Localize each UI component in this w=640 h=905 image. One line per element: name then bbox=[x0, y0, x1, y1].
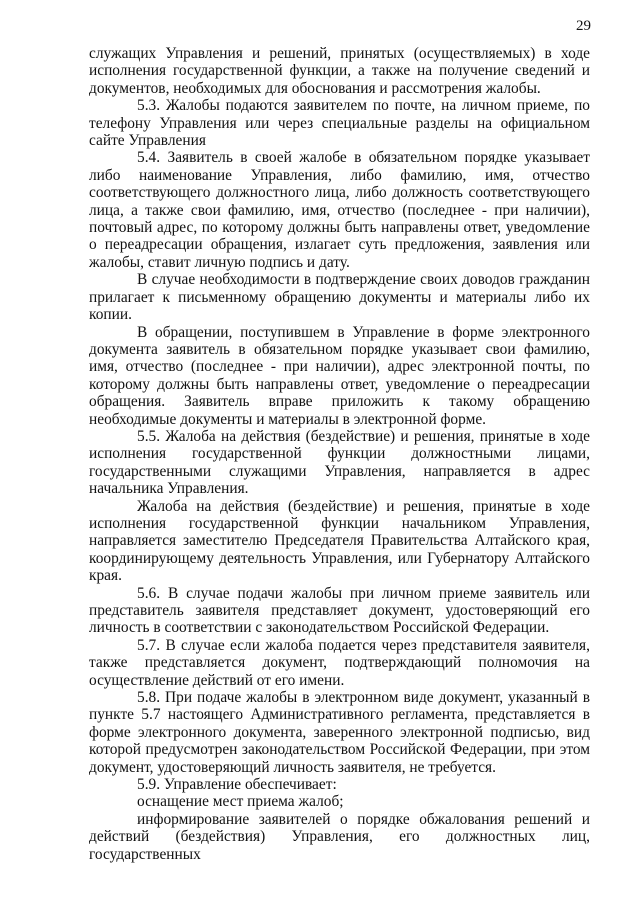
page-number: 29 bbox=[576, 18, 591, 34]
paragraph-5-7: 5.7. В случае если жалоба подается через представителя заявителя, также представляется документ, подтверждающий полномочия на осуществление действий от его имени. bbox=[89, 636, 590, 689]
paragraph-5-9: 5.9. Управление обеспечивает: bbox=[137, 776, 337, 794]
paragraph-electronic-appeal: В обращении, поступившем в Управление в форме электронного документа заявитель в обязательном порядке указывает свои фамилию, имя, отчество (последнее - при наличии), адрес электронной почты, по которому должны быть направлены ответ, уведомление о переадресации обращения. Заявитель вправе приложить к такому обращению необходимые документы и материалы в электронной форме. bbox=[89, 323, 590, 428]
paragraph-informing: информирование заявителей о порядке обжалования решений и действий (бездействия) Управления, его должностных лиц, государственных bbox=[89, 810, 590, 863]
paragraph-5-8: 5.8. При подаче жалобы в электронном виде документ, указанный в пункте 5.7 настоящего Административного регламента, представляется в форме электронного документа, заверенного электронной подписью, вид которой предусмотрен законодательством Российской Федерации, при этом документ, удостоверяющий личность заявителя, не требуется. bbox=[89, 689, 590, 776]
paragraph-complaint-head: Жалоба на действия (бездействие) и решения, принятые в ходе исполнения государственной функции начальником Управления, направляется заместителю Председателя Правительства Алтайского края, координирующему деятельность Управления, или Губернатору Алтайского края. bbox=[89, 497, 590, 585]
paragraph-equipment: оснащение мест приема жалоб; bbox=[137, 793, 344, 811]
body-text bbox=[89, 45, 590, 863]
paragraph-5-6: 5.6. В случае подачи жалобы при личном приеме заявитель или представитель заявителя представляет документ, удостоверяющий его личность в соответствии с законодательством Российской Федерации. bbox=[89, 584, 590, 637]
paragraph-5-4: 5.4. Заявитель в своей жалобе в обязательном порядке указывает либо наименование Управления, либо фамилию, имя, отчество соответствующего должностного лица, либо должность соответствующего лица, а также свои фамилию, имя, отчество (последнее - при наличии), почтовый адрес, по которому должны быть направлены ответ, уведомление о переадресации обращения, излагает суть предложения, заявления или жалобы, ставит личную подпись и дату. bbox=[89, 149, 590, 271]
paragraph-continuation: служащих Управления и решений, принятых (осуществляемых) в ходе исполнения государственной функции, а также на получение сведений и документов, необходимых для обоснования и рассмотрения жалобы. bbox=[89, 45, 590, 97]
paragraph-5-3: 5.3. Жалобы подаются заявителем по почте, на личном приеме, по телефону Управления или через специальные разделы на официальном сайте Управления bbox=[89, 97, 590, 150]
paragraph-attachments: В случае необходимости в подтверждение своих доводов гражданин прилагает к письменному обращению документы и материалы либо их копии. bbox=[89, 271, 590, 324]
paragraph-5-5: 5.5. Жалоба на действия (бездействие) и решения, принятые в ходе исполнения государственной функции должностными лицами, государственными служащими Управления, направляется в адрес начальника Управления. bbox=[89, 427, 590, 498]
